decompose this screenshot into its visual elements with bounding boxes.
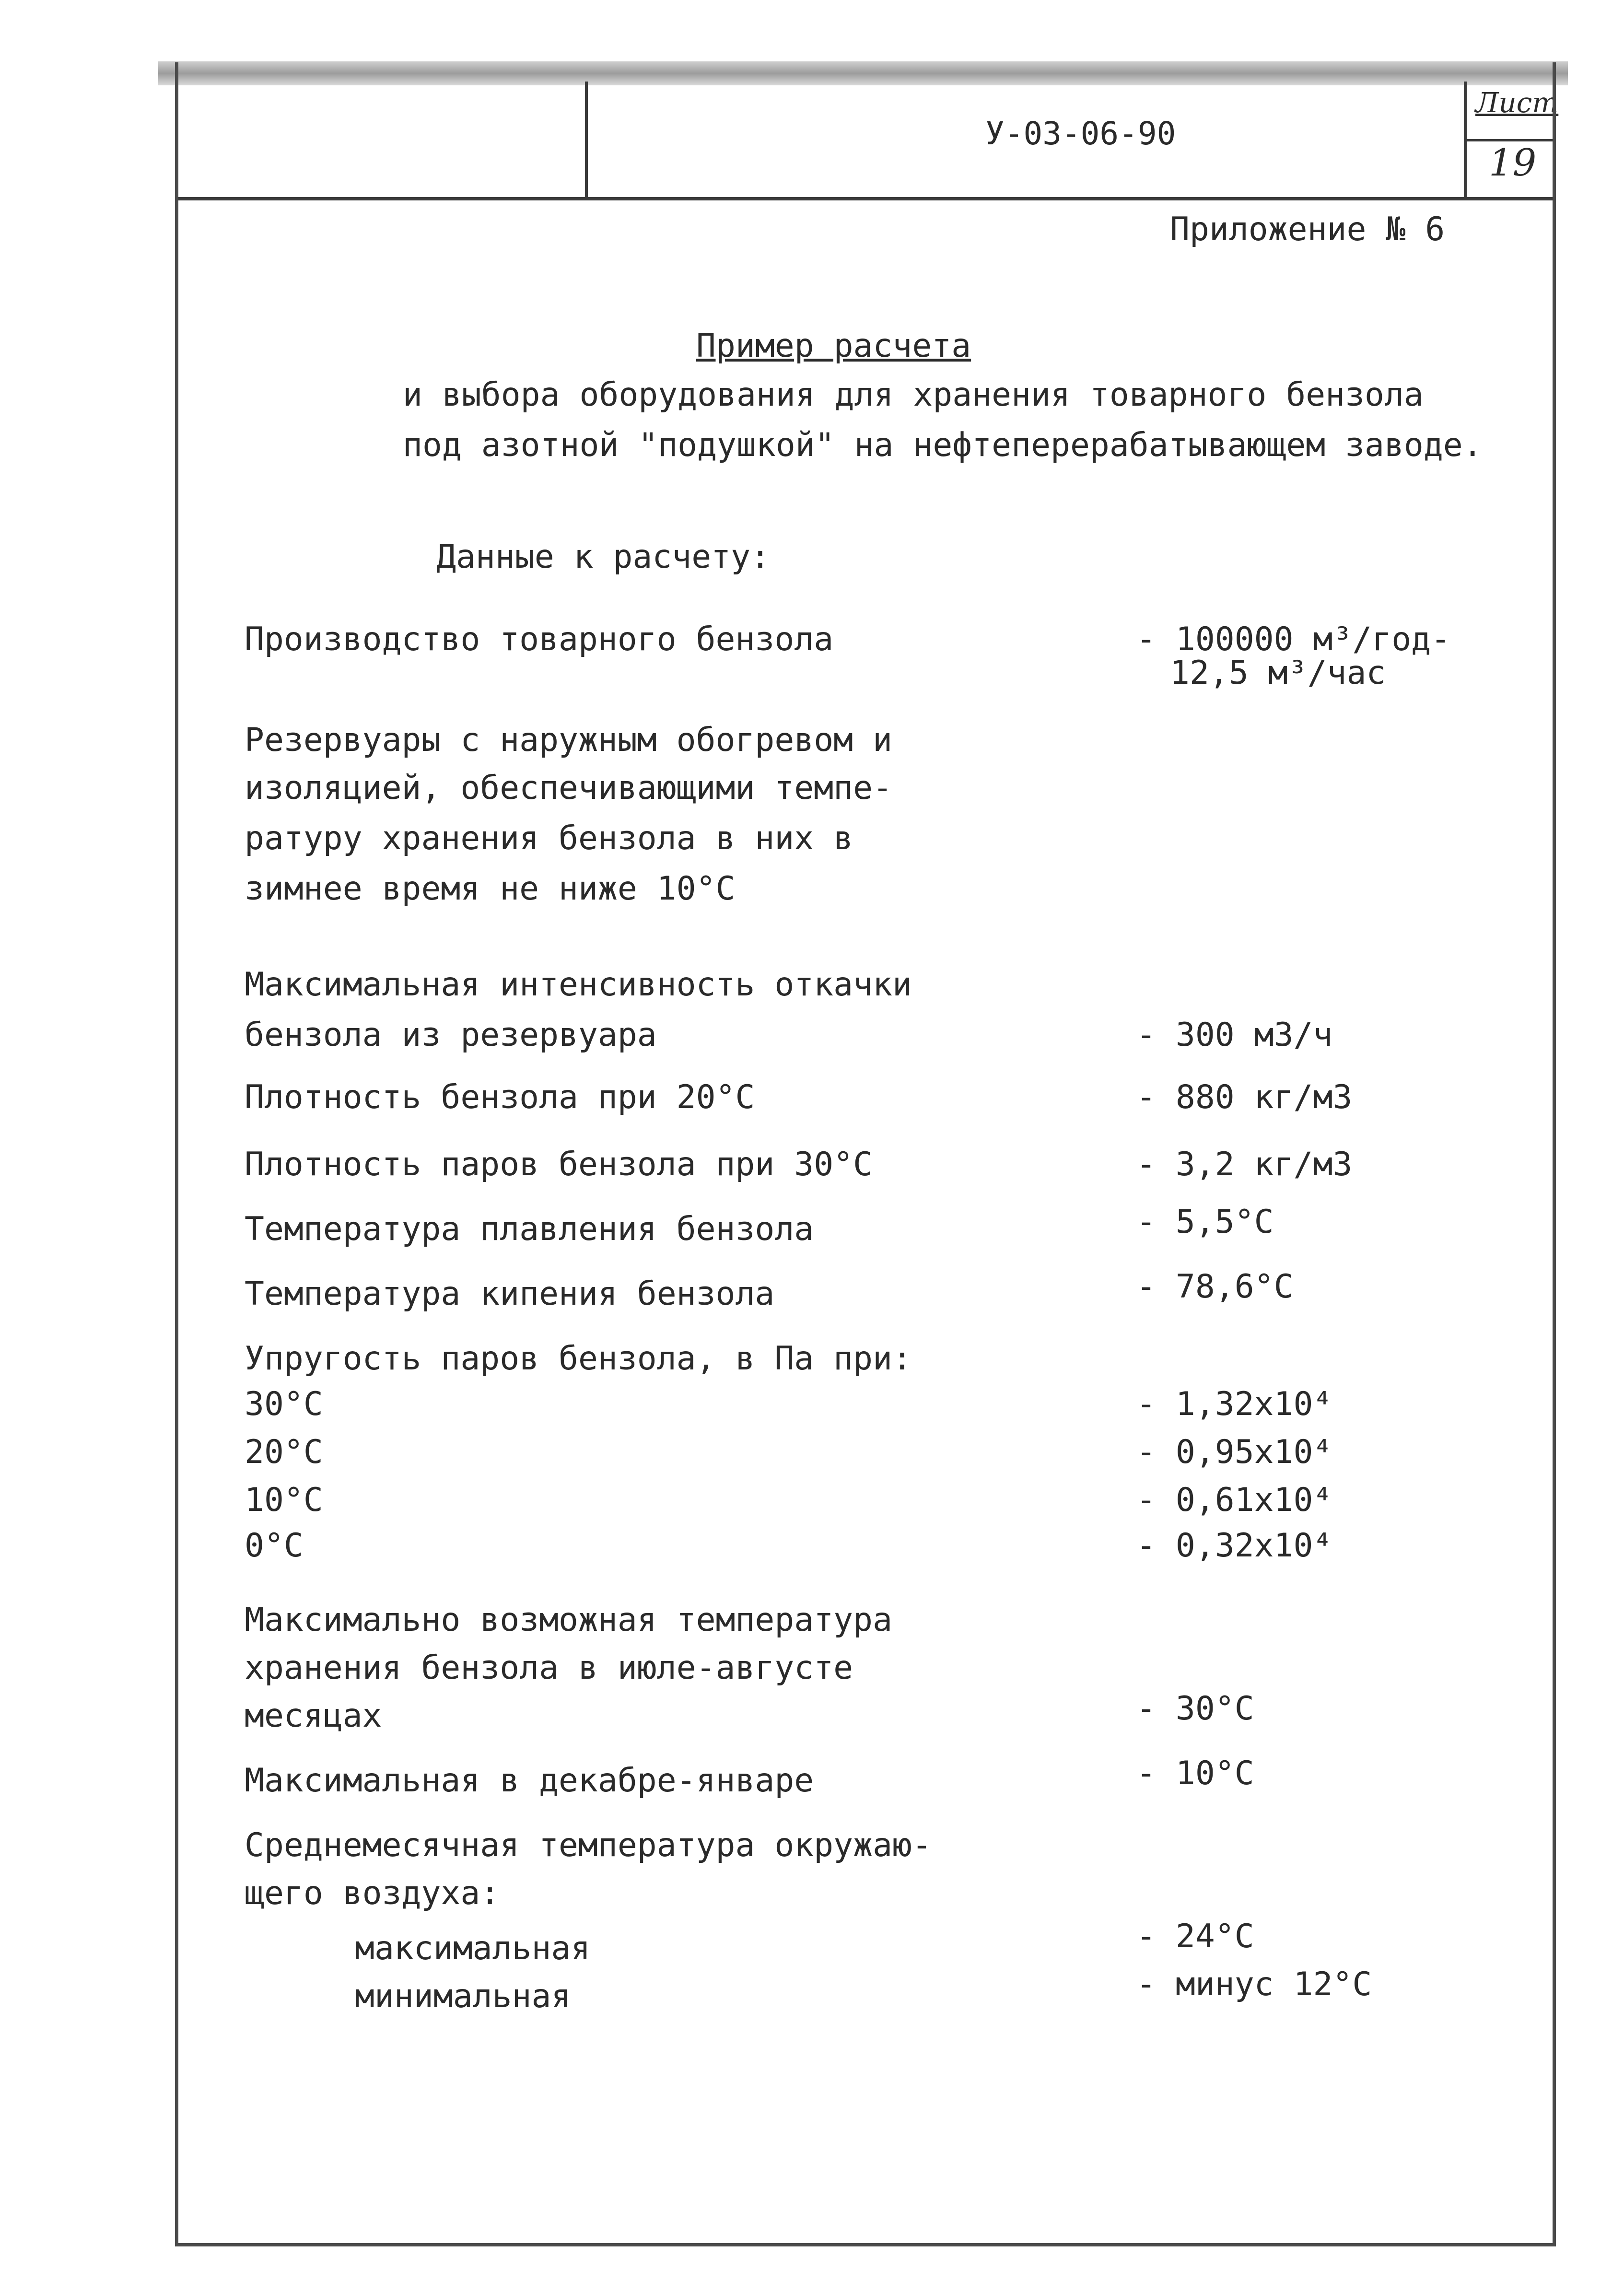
ambient-min-label: минимальная [355, 1977, 571, 2015]
max-temp-line: месяцах [245, 1697, 382, 1735]
vp-value: - 0,32х10⁴ [1136, 1527, 1333, 1565]
boiling-label: Температура кипения бензола [245, 1275, 775, 1313]
vapor-pressure-heading: Упругость паров бензола, в Па при: [245, 1340, 912, 1378]
ambient-min-value: - минус 12°С [1136, 1965, 1372, 2003]
document-code: У-03-06-90 [985, 115, 1176, 152]
max-temp-line: Максимально возможная температура [245, 1601, 893, 1639]
vp-value: - 0,95х10⁴ [1136, 1433, 1333, 1471]
ambient-line: щего воздуха: [245, 1874, 500, 1912]
boiling-value: - 78,6°С [1136, 1268, 1294, 1306]
subtitle-line: и выбора оборудования для хранения товарного бензола [403, 376, 1424, 414]
pumping-value: - 300 м3/ч [1136, 1016, 1333, 1054]
pumping-line: бензола из резервуара [245, 1016, 657, 1054]
tanks-line: ратуру хранения бензола в них в [245, 819, 853, 857]
ambient-max-label: максимальная [355, 1929, 591, 1967]
sheet-label: Лист [1475, 86, 1559, 119]
production-value-hourly: 12,5 м³/час [1170, 654, 1386, 692]
tanks-line: изоляцией, обеспечивающими темпе- [245, 769, 893, 807]
tanks-line: зимнее время не ниже 10°С [245, 870, 736, 908]
production-label: Производство товарного бензола [245, 620, 834, 658]
density-value: - 880 кг/м3 [1136, 1078, 1353, 1116]
density-label: Плотность бензола при 20°С [245, 1078, 755, 1116]
page-title: Пример расчета [696, 327, 971, 365]
vp-value: - 1,32х10⁴ [1136, 1385, 1333, 1423]
section-heading: Данные к расчету: [436, 538, 770, 576]
tanks-line: Резервуары с наружным обогревом и [245, 721, 893, 759]
melting-value: - 5,5°С [1136, 1203, 1274, 1241]
max-temp-line: хранения бензола в июле-августе [245, 1649, 853, 1687]
dec-jan-value: - 10°С [1136, 1754, 1254, 1792]
vp-temp-label: 10°С [245, 1481, 323, 1519]
vapor-density-label: Плотность паров бензола при 30°С [245, 1146, 873, 1183]
vp-temp-label: 0°С [245, 1527, 304, 1565]
sheet-number: 19 [1489, 141, 1537, 185]
pumping-line: Максимальная интенсивность откачки [245, 966, 912, 1004]
vp-temp-label: 20°С [245, 1433, 323, 1471]
vp-value: - 0,61х10⁴ [1136, 1481, 1333, 1519]
appendix-label: Приложение № 6 [1170, 210, 1445, 248]
vp-temp-label: 30°С [245, 1385, 323, 1423]
melting-label: Температура плавления бензола [245, 1210, 814, 1248]
max-temp-value: - 30°С [1136, 1690, 1254, 1728]
ambient-max-value: - 24°С [1136, 1918, 1254, 1955]
dec-jan-label: Максимальная в декабре-январе [245, 1762, 814, 1800]
production-value: - 100000 м³/год- [1136, 620, 1451, 658]
vapor-density-value: - 3,2 кг/м3 [1136, 1146, 1353, 1183]
ambient-line: Среднемесячная температура окружаю- [245, 1826, 932, 1864]
subtitle-line: под азотной "подушкой" на нефтеперерабатывающем заводе. [403, 426, 1483, 464]
